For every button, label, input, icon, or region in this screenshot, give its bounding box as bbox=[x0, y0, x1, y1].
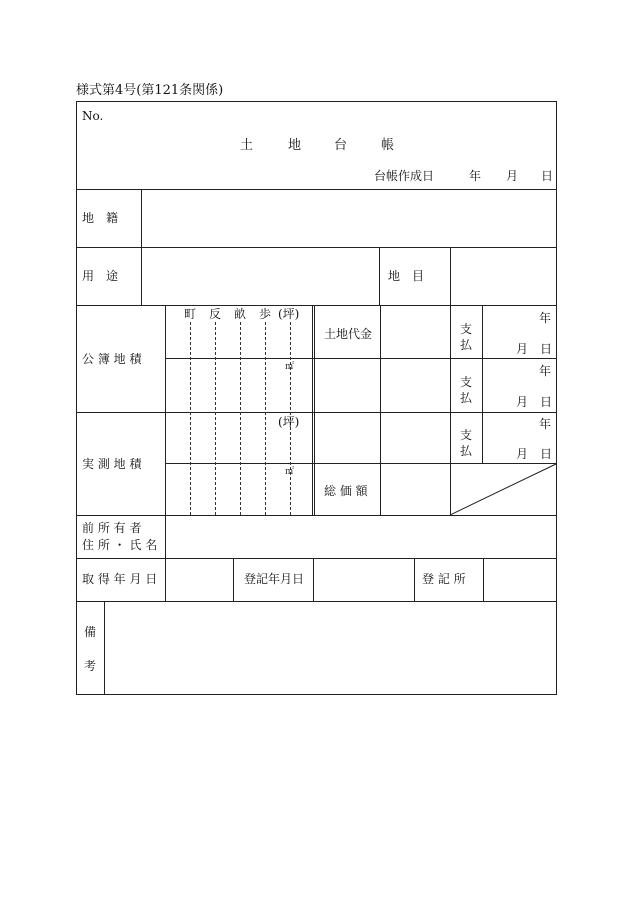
row-line-6 bbox=[76, 558, 557, 559]
payment-label-2: 支 払 bbox=[459, 375, 472, 406]
prev-owner-label-line1: 前 所 有 者 bbox=[82, 521, 142, 535]
unit-sqm-jissoku: ㎡ bbox=[285, 467, 295, 477]
payment-year-1: 年 bbox=[539, 311, 552, 325]
yoto-label: 用 途 bbox=[82, 269, 119, 283]
land-price-label: 土地代金 bbox=[324, 327, 373, 341]
acquired-divider-3 bbox=[414, 558, 415, 601]
title-char-1: 土 bbox=[240, 138, 254, 153]
acquired-divider-1 bbox=[233, 558, 234, 601]
row-line-7 bbox=[76, 601, 557, 602]
unit-column-line-2 bbox=[215, 322, 216, 515]
created-day: 日 bbox=[541, 169, 554, 183]
unit-sqm-kobo: ㎡ bbox=[285, 362, 295, 372]
title-char-4: 帳 bbox=[381, 138, 395, 153]
number-label: No. bbox=[82, 109, 104, 123]
area-right-line-a bbox=[312, 305, 313, 515]
payment-label-1: 支 払 bbox=[459, 322, 472, 353]
unit-tsubo-kobo: (坪) bbox=[278, 307, 300, 321]
unit-column-line-3 bbox=[240, 322, 241, 515]
frame-bottom bbox=[76, 694, 557, 695]
remarks-char-2: 考 bbox=[84, 659, 97, 673]
remarks-divider bbox=[104, 601, 105, 694]
unit-tsubo-jissoku: (坪) bbox=[278, 415, 300, 429]
row-line-2 bbox=[76, 247, 557, 248]
chimoku-divider-left bbox=[379, 247, 380, 305]
chiseki-divider bbox=[141, 189, 142, 305]
remarks-char-1: 備 bbox=[84, 625, 97, 639]
created-year: 年 bbox=[469, 169, 482, 183]
unit-column-line-4 bbox=[265, 322, 266, 515]
registered-date-label: 登記年月日 bbox=[244, 572, 305, 586]
payment-divider bbox=[482, 305, 483, 463]
payment-label-3: 支 払 bbox=[459, 428, 472, 459]
chimoku-divider-right bbox=[450, 247, 451, 305]
kobo-area-label: 公 簿 地 積 bbox=[82, 352, 142, 366]
title-char-2: 地 bbox=[288, 138, 302, 153]
payment-year-3: 年 bbox=[539, 417, 552, 431]
acquired-divider-4 bbox=[483, 558, 484, 601]
prev-owner-label-line2: 住 所 ・ 氏 名 bbox=[82, 538, 158, 552]
acquired-date-label: 取 得 年 月 日 bbox=[82, 572, 158, 586]
total-price-label: 総 価 額 bbox=[324, 484, 368, 498]
acquired-divider-2 bbox=[313, 558, 314, 601]
title-char-3: 台 bbox=[334, 138, 348, 153]
unit-cho: 町 bbox=[184, 307, 197, 321]
payment-monthday-3: 月 日 bbox=[516, 447, 553, 461]
chiseki-label: 地 籍 bbox=[82, 211, 119, 225]
unit-bu: 歩 bbox=[259, 307, 272, 321]
payment-monthday-2: 月 日 bbox=[516, 395, 553, 409]
kobo-mid-line bbox=[165, 358, 557, 359]
registry-office-label: 登 記 所 bbox=[422, 572, 466, 586]
unit-column-line-1 bbox=[190, 322, 191, 515]
unit-tan: 反 bbox=[209, 307, 222, 321]
jissoku-area-label: 実 測 地 積 bbox=[82, 457, 142, 471]
payment-year-2: 年 bbox=[539, 364, 552, 378]
row-line-3 bbox=[76, 305, 557, 306]
form-caption: 様式第4号(第121条関係) bbox=[76, 83, 224, 98]
row-line-1 bbox=[76, 189, 557, 190]
created-date-label: 台帳作成日 bbox=[374, 169, 435, 183]
payment-monthday-1: 月 日 bbox=[516, 342, 553, 356]
area-right-line-b bbox=[314, 305, 315, 515]
created-month: 月 bbox=[506, 169, 519, 183]
area-label-divider bbox=[165, 305, 166, 601]
row-line-4 bbox=[76, 412, 557, 413]
frame-top bbox=[76, 101, 557, 102]
chimoku-label: 地 目 bbox=[388, 269, 425, 283]
unit-se: 畝 bbox=[234, 307, 247, 321]
price-divider-1 bbox=[380, 305, 381, 515]
total-diagonal bbox=[450, 463, 557, 516]
